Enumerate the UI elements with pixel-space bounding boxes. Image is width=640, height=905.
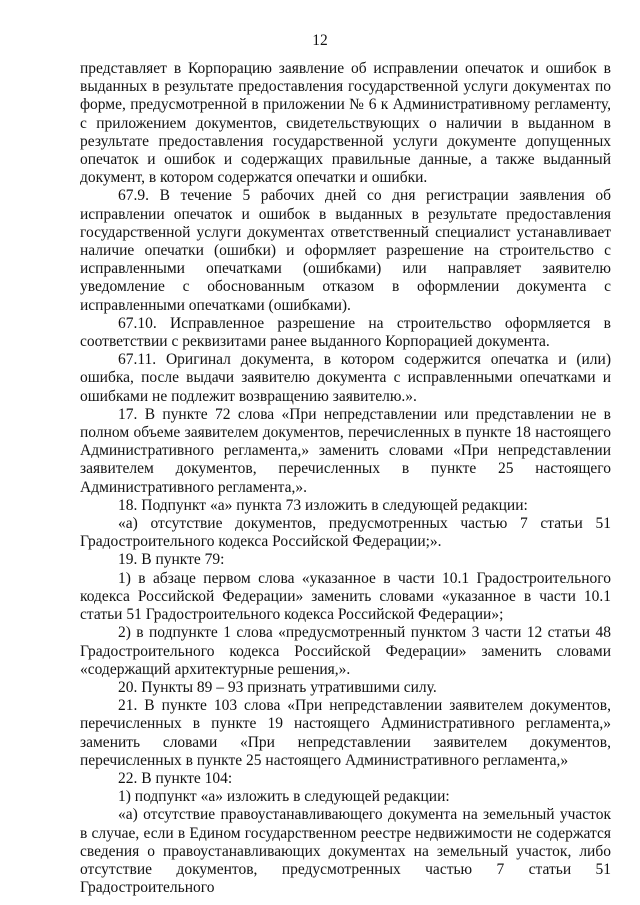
paragraph-14: 1) подпункт «а» изложить в следующей редакции: — [118, 788, 450, 806]
paragraph-15: «а) отсутствие правоустанавливающего документа на земельный участок в случае, если в Едином государственном реестре недвижимости не содержатся сведения о правоустанавливающих документах на земельный участок, либо отсутствие документов, предусмотренных частью 7 статьи 51 Градостроительного — [80, 806, 611, 897]
paragraph-1: представляет в Корпорацию заявление об исправлении опечаток и ошибок в выданных в результате предоставления государственной услуги документах по форме, предусмотренной в приложении № 6 к Административному регламенту, с приложением документов, свидетельствующих о наличии в выданном в результате предоставления государственной услуги документе допущенных опечаток и ошибок и содержащих правильные данные, а также выданный документ, в котором содержатся опечатки и ошибки. — [80, 60, 611, 187]
paragraph-8: 19. В пункте 79: — [118, 551, 225, 569]
paragraph-12: 21. В пункте 103 слова «При непредставлении заявителем документов, перечисленных в пункте 19 настоящего Административного регламента,» заменить словами «При непредставлении заявителем документов, перечисленных в пункте 25 настоящего Административного регламента,» — [80, 697, 611, 769]
paragraph-11: 20. Пункты 89 – 93 признать утратившими силу. — [118, 678, 437, 696]
paragraph-10: 2) в подпункте 1 слова «предусмотренный пунктом 3 части 12 статьи 48 Градостроительного кодекса Российской Федерации» заменить словами «содержащий архитектурные решения,». — [80, 624, 611, 678]
page-number: 12 — [312, 32, 328, 49]
paragraph-13: 22. В пункте 104: — [118, 769, 233, 787]
paragraph-4: 67.11. Оригинал документа, в котором содержится опечатка и (или) ошибка, после выдачи заявителю документа с исправленными опечатками и ошибками не подлежит возвращению заявителю.». — [80, 351, 611, 405]
paragraph-5: 17. В пункте 72 слова «При непредставлении или представлении не в полном объеме заявителем документов, перечисленных в пункте 18 настоящего Административного регламента,» заменить словами «При непредставлении заявителем документов, перечисленных в пункте 25 настоящего Административного регламента,». — [80, 405, 611, 496]
paragraph-6: 18. Подпункт «а» пункта 73 изложить в следующей редакции: — [118, 496, 528, 514]
paragraph-7: «а) отсутствие документов, предусмотренных частью 7 статьи 51 Градостроительного кодекса Российской Федерации;». — [80, 515, 611, 551]
paragraph-2: 67.9. В течение 5 рабочих дней со дня регистрации заявления об исправлении опечаток и ошибок в выданных в результате предоставления государственной услуги документах ответственный специалист устанавливает наличие опечатки (ошибки) и оформляет разрешение на строительство с исправленными опечатками (ошибками) или направляет заявителю уведомление с обоснованным отказом в оформлении документа с исправленными опечатками (ошибками). — [80, 187, 611, 314]
paragraph-9: 1) в абзаце первом слова «указанное в части 10.1 Градостроительного кодекса Российской Федерации» заменить словами «указанное в части 10.1 статьи 51 Градостроительного кодекса Российской Федерации»; — [80, 569, 611, 624]
document-body — [80, 60, 611, 897]
paragraph-3: 67.10. Исправленное разрешение на строительство оформляется в соответствии с реквизитами ранее выданного Корпорацией документа. — [80, 314, 611, 351]
